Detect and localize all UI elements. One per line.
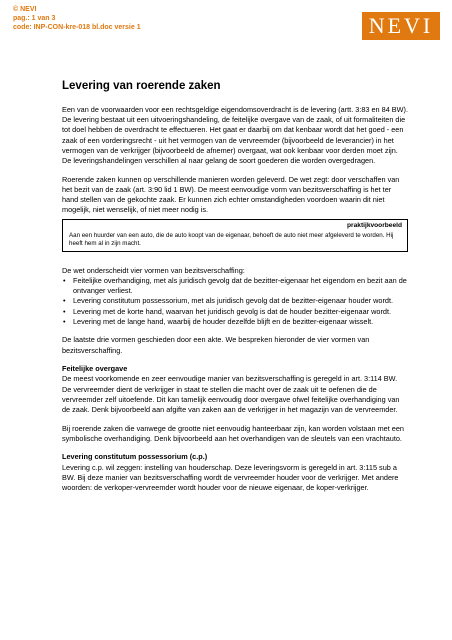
- header-page: pag.: 1 van 3: [13, 15, 56, 22]
- paragraph-vier-vormen: De wet onderscheidt vier vormen van bezitsverschaffing:: [62, 265, 245, 275]
- bullet-list: [62, 276, 408, 327]
- paragraph-roerende-zaken: Roerende zaken kunnen op verschillende manieren worden geleverd. De wet zegt: door verschaffen van het bezit van de zaak (art. 3:90 lid 1 BW). De meest eenvoudige vorm van bezitsverschaffing is het ter hand stellen van de gekochte zaak. Er kunnen zich echter omstandigheden voordoen waarin dit niet mogelijk, niet wenselijk, of niet meer nodig is.: [62, 174, 400, 215]
- header-code: code: INP-CON-kre-018 bl.doc versie 1: [13, 24, 141, 31]
- example-label: praktijkvoorbeeld: [347, 222, 402, 230]
- section-title-constitutum-possessorium: Levering constitutum possessorium (c.p.): [62, 452, 208, 462]
- paragraph-constitutum-possessorium: Levering c.p. wil zeggen: instelling van houderschap. Deze leveringsvorm is geregeld in art. 3:115 sub a BW. Bij deze manier van bezitsverschaffing wordt de vervreemder houder voor de verkrijger. Met andere woorden: de verkoper-vervreemder wordt houder voor de nieuwe eigenaar, de koper-verkrijger.: [62, 462, 399, 492]
- header-copyright: © NEVI: [13, 6, 37, 13]
- paragraph-feitelijke-overgave: De meest voorkomende en zeer eenvoudige manier van bezitsverschaffing is geregeld in art. 3:114 BW. De vervreemder dient de verkrijger in staat te stellen die macht over de zaak uit te oefenen die de vervreemder zelf uitoefende. Dit kan tamelijk eenvoudig door overgave ofwel feitelijke overhandiging van de zaak. Denk bijvoorbeeld aan afgifte van zaken aan de verkrijger in het magazijn van de vervreemder.: [62, 374, 400, 414]
- document-body: [62, 105, 408, 502]
- list-item: • Levering met de korte hand, waarvan het juridisch gevolg is dat de houder bezitter-eigenaar wordt.: [62, 307, 408, 317]
- example-box: [62, 219, 408, 251]
- list-item: • Feitelijke overhandiging, met als juridisch gevolg dat de bezitter-eigenaar het eigendom en bezit aan de ontvanger verliest.: [62, 276, 408, 296]
- document-header: [13, 5, 141, 32]
- list-item: • Levering constitutum possessorium, met als juridisch gevolg dat de bezitter-eigenaar houder wordt.: [62, 296, 408, 306]
- paragraph-akte: De laatste drie vormen geschieden door een akte. We bespreken hieronder de vier vormen van bezitsverschaffing.: [62, 335, 370, 355]
- paragraph-intro: Een van de voorwaarden voor een rechtsgeldige eigendomsoverdracht is de levering (artt. 3:83 en 84 BW). De levering bestaat uit een uitvoeringshandeling, de feitelijke overgave van de zaak, of uit formaliteiten die tot doel hebben de overdracht te effectueren. Het gaat er daarbij om dat kenbaar wordt dat het goed - een zaak of een vorderingsrecht - uit het vermogen van de vervreemder (bijvoorbeeld de leverancier) in het vermogen van de verkrijger (bijvoorbeeld de afnemer) overgaat, wat ook kenbaar voor derden moet zijn. De leveringshandelingen verschillen al naar gelang de soort goederen die worden overgedragen.: [62, 105, 408, 166]
- list-item: • Levering met de lange hand, waarbij de houder dezelfde blijft en de bezitter-eigenaar wisselt.: [62, 317, 408, 327]
- nevi-logo: [362, 12, 440, 40]
- page-title: Levering van roerende zaken: [62, 80, 221, 92]
- logo-text: NEVI: [368, 13, 434, 38]
- paragraph-symbolische-overhandiging: Bij roerende zaken die vanwege de grootte niet eenvoudig hanteerbaar zijn, kan worden volstaan met een symbolische overhandiging. Denk bijvoorbeeld aan het overhandigen van de sleutels van een vrachtauto.: [62, 423, 404, 443]
- section-title-feitelijke-overgave: Feitelijke overgave: [62, 364, 128, 374]
- example-text: Aan een huurder van een auto, die de auto koopt van de eigenaar, behoeft de auto niet meer afgeleverd te worden. Hij heeft hem al in zijn macht.: [69, 231, 394, 247]
